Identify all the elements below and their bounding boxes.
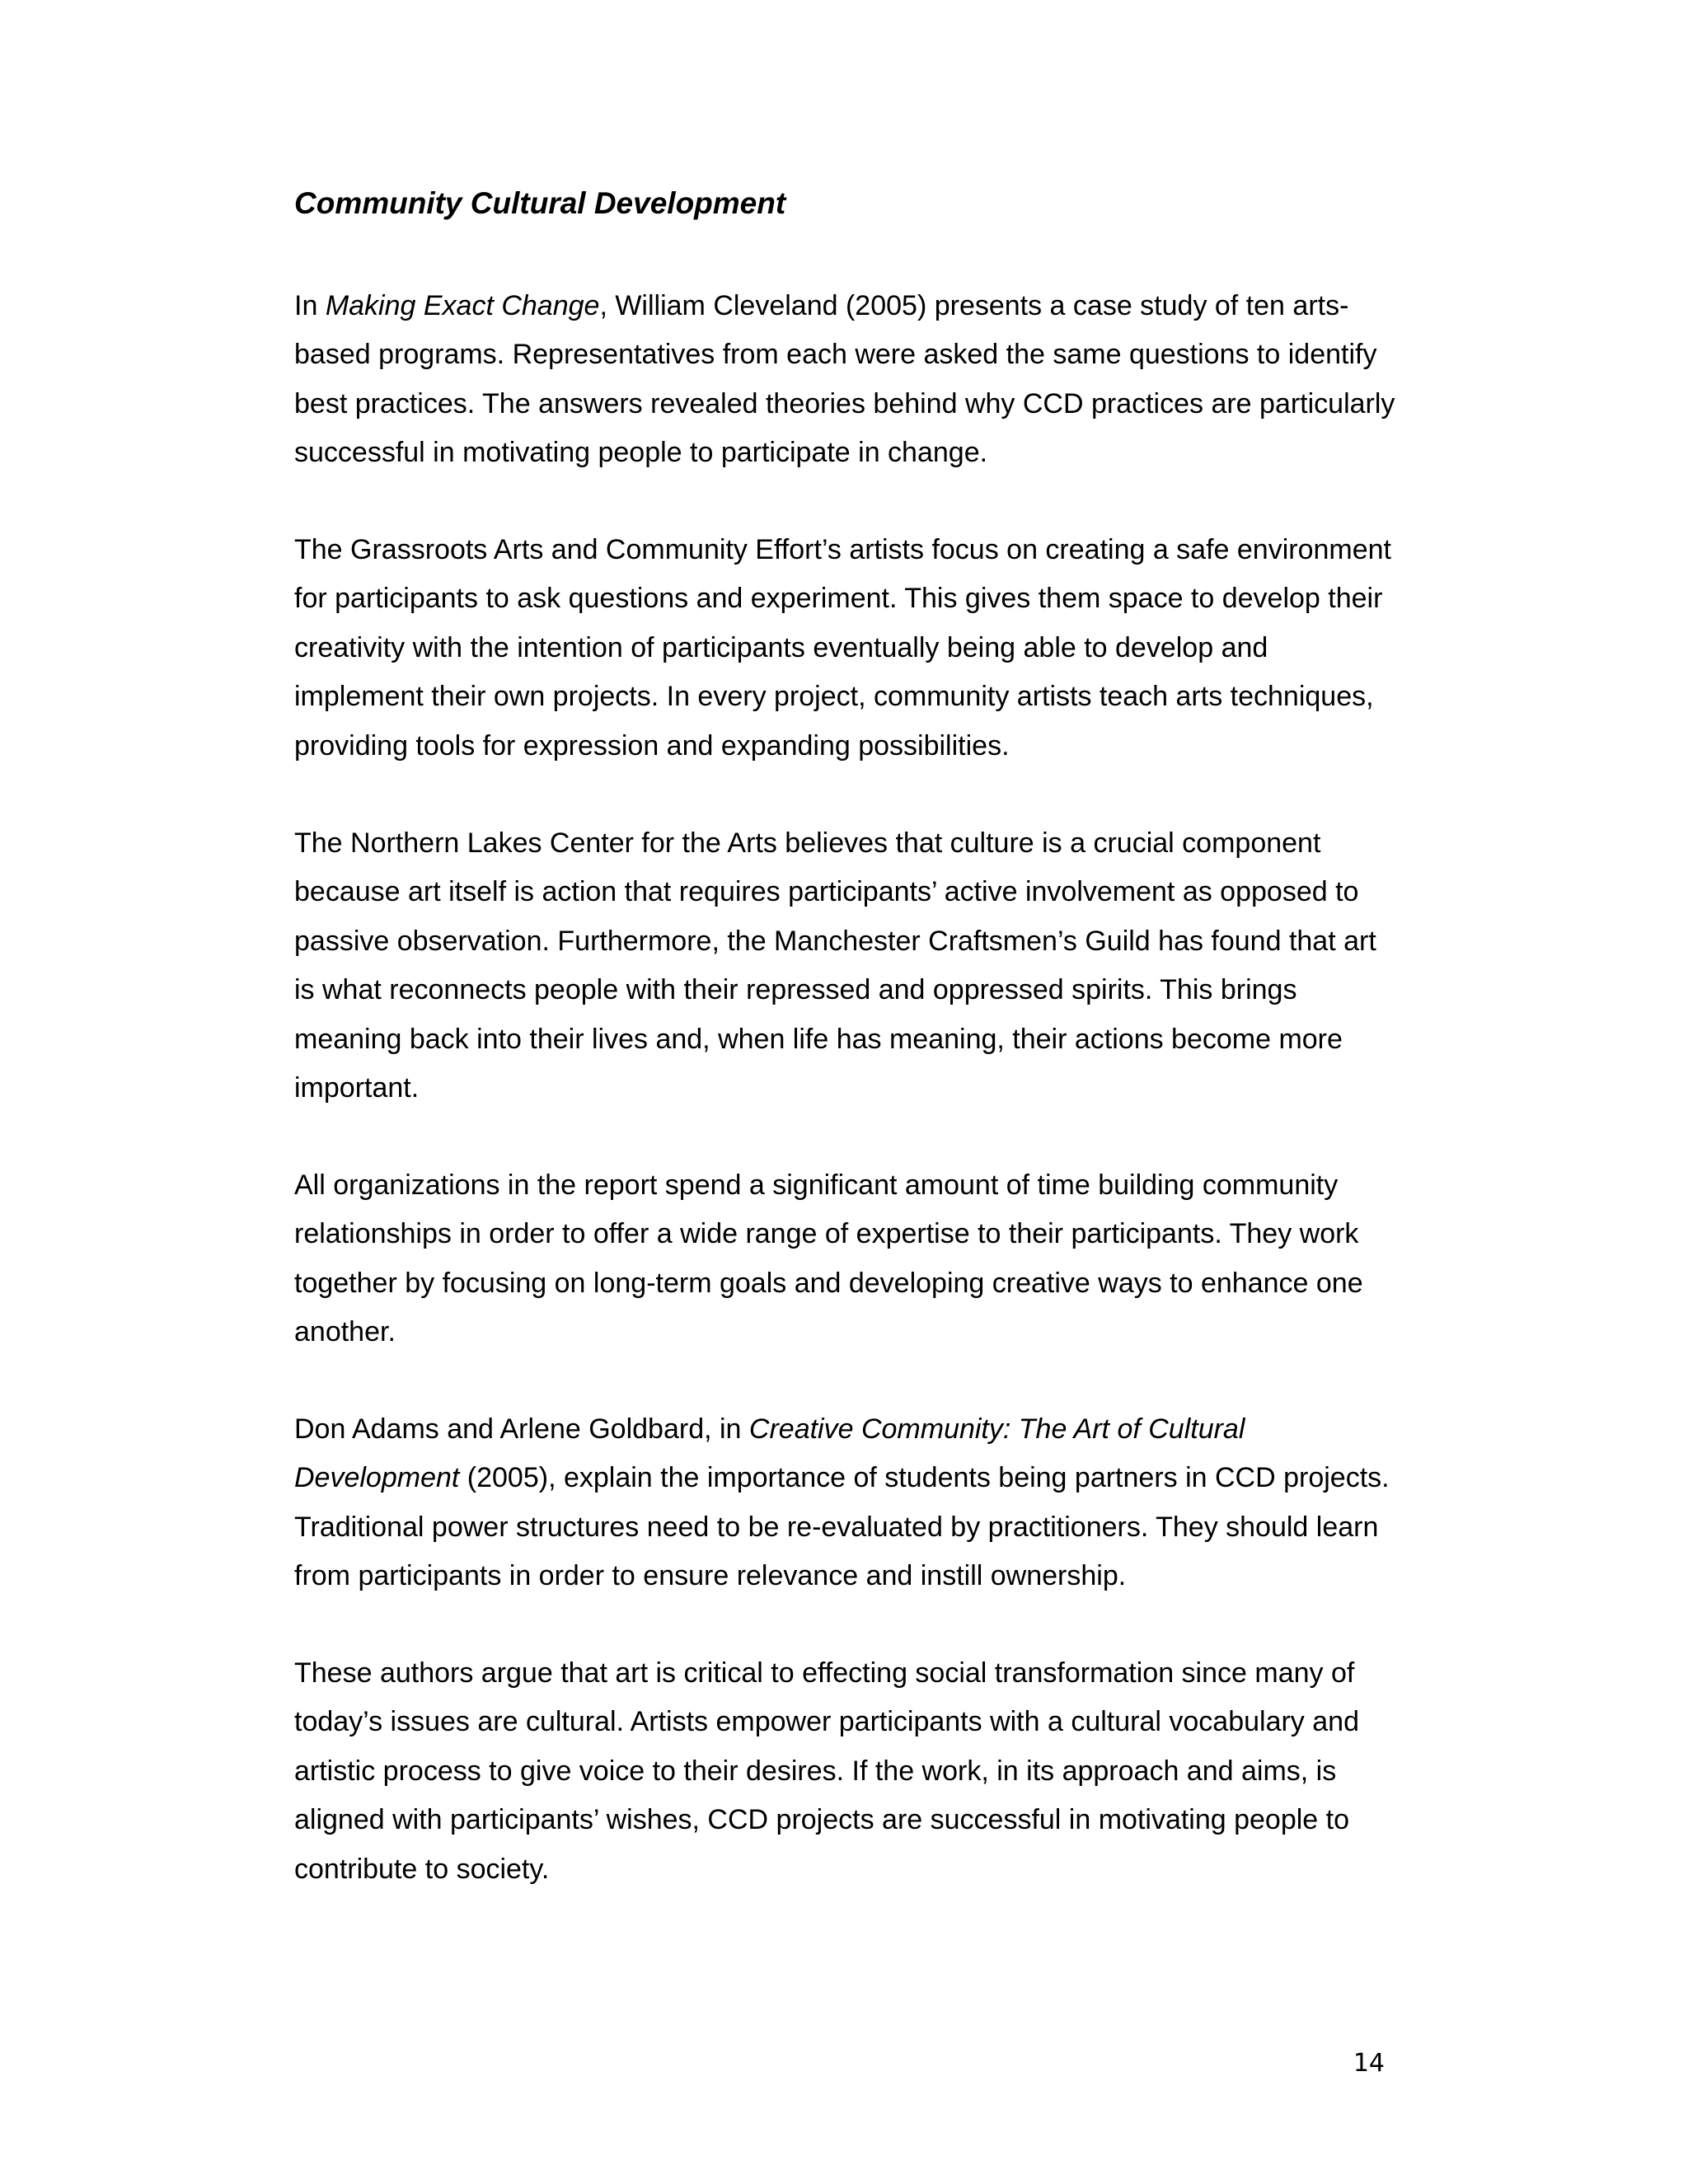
paragraph-text: , William Cleveland (2005) presents a case study of ten arts-based programs. Representatives from each were asked the same questions to identify best practices. The answers revealed theories behind why CCD practices are particularly successful in motivating people to participate in change. (294, 290, 1395, 469)
book-title: Making Exact Change (325, 290, 600, 321)
paragraph-grassroots: The Grassroots Arts and Community Effort’s artists focus on creating a safe environment for participants to ask questions and experiment. This gives them space to develop their creativity with the intention of participants eventually being able to develop and implement their own projects. In every project, community artists teach arts techniques, providing tools for expression and expanding possibilities. (294, 534, 1391, 762)
paragraph-northern-lakes: The Northern Lakes Center for the Arts believes that culture is a crucial component because art itself is action that requires participants’ active involvement as opposed to passive observation. Furthermore, the Manchester Craftsmen’s Guild has found that art is what reconnects people with their repressed and oppressed spirits. This brings meaning back into their lives and, when life has meaning, their actions become more important. (294, 827, 1376, 1104)
book-title: Creative Community: The Art of Cultural Development (294, 1413, 1245, 1494)
paragraph-text: Don Adams and Arlene Goldbard, in (294, 1413, 749, 1445)
paragraph-authors-argue: These authors argue that art is critical to effecting social transformation since many of today’s issues are cultural. Artists empower participants with a cultural vocabulary and artistic process to give voice to their desires. If the work, in its approach and aims, is aligned with participants’ wishes, CCD projects are successful in motivating people to contribute to society. (294, 1657, 1359, 1885)
paragraph-text: (2005), explain the importance of students being partners in CCD projects. Traditional power structures need to be re-evaluated by practitioners. They should learn from participants in order to ensure relevance and instill ownership. (294, 1462, 1390, 1592)
paragraph-creative-community (294, 1405, 1399, 1601)
page-number: 14 (1353, 2049, 1385, 2078)
paragraph-making-exact-change (294, 282, 1399, 478)
paragraph-text: In (294, 290, 326, 321)
section-heading: Community Cultural Development (294, 186, 786, 220)
paragraph-organizations: All organizations in the report spend a significant amount of time building community relationships in order to offer a wide range of expertise to their participants. They work together by focusing on long-term goals and developing creative ways to enhance one another. (294, 1169, 1363, 1348)
